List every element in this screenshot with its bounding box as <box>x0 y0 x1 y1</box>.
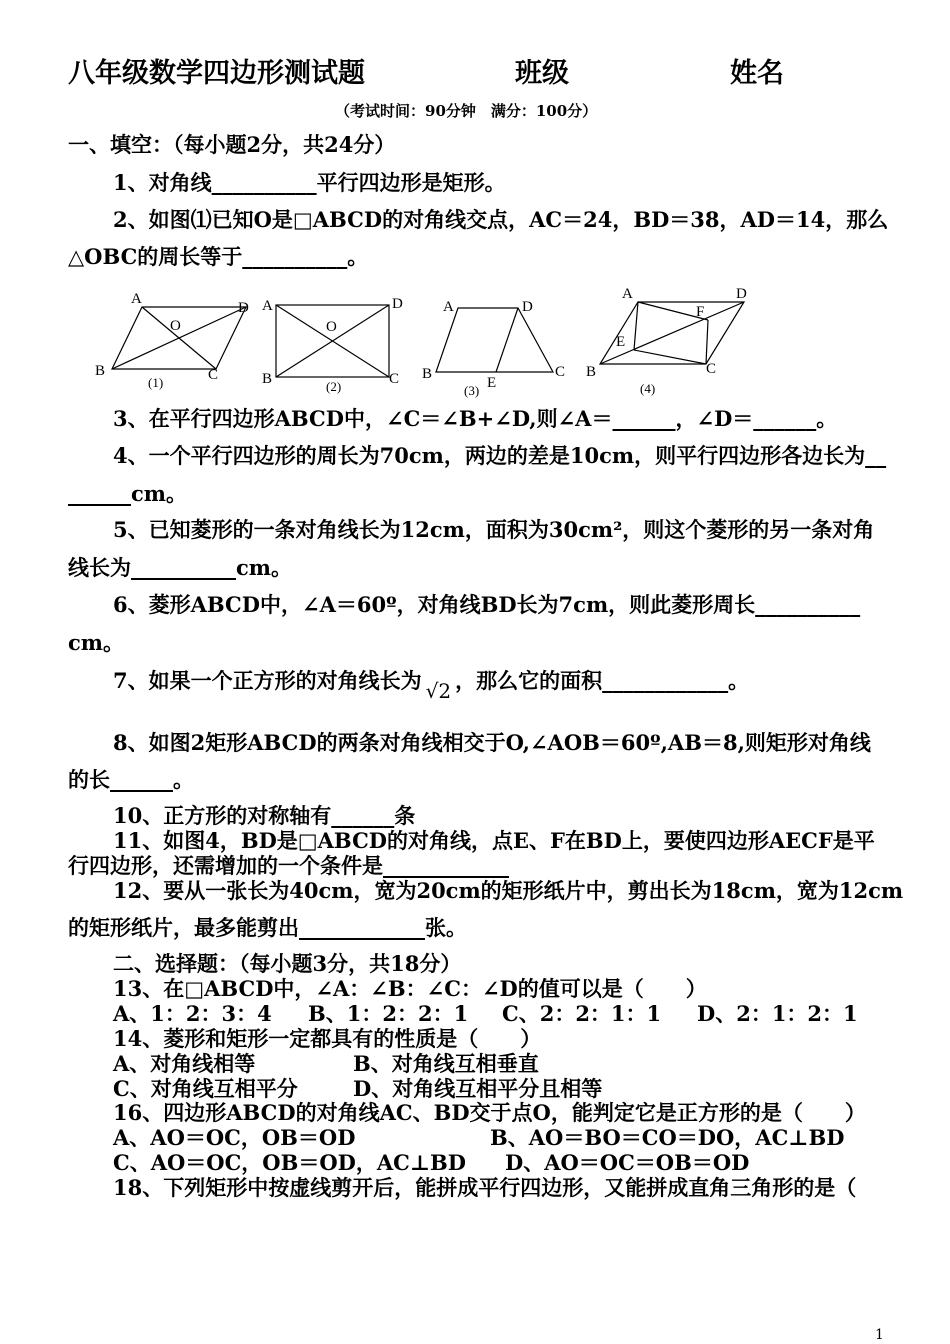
question-16: 16、四边形ABCD的对角线AC、BD交于点O，能判定它是正方形的是（ ） <box>113 1100 866 1125</box>
q16-option-c: C、AO＝OC，OB＝OD，AC⊥BD <box>113 1150 466 1175</box>
fig3-label-d: D <box>522 299 533 315</box>
question-7-text: 7、如果一个正方形的对角线长为 <box>113 668 422 693</box>
fig2-label-o: O <box>326 319 337 335</box>
q16-option-d: D、AO＝OC＝OB＝OD <box>505 1150 750 1175</box>
question-2-line1: 2、如图⑴已知O是□ABCD的对角线交点，AC＝24，BD＝38，AD＝14，那么 <box>113 207 889 232</box>
q16-option-b: B、AO＝BO＝CO＝DO，AC⊥BD <box>490 1125 845 1150</box>
fig4-label-b: B <box>586 364 597 380</box>
fig2-label-b: B <box>262 371 273 387</box>
fig1-label-a: A <box>131 291 142 307</box>
q14-option-b: B、对角线互相垂直 <box>353 1051 539 1076</box>
fig3-label-b: B <box>422 366 433 382</box>
question-4-line2: ______cm。 <box>68 481 188 506</box>
question-8-line1: 8、如图2矩形ABCD的两条对角线相交于O,∠AOB＝60º,AB＝8,则矩形对角线 <box>113 730 871 755</box>
figure-3-trapezoid <box>418 288 578 400</box>
question-11-line2: 行四边形，还需增加的一个条件是____________ <box>68 853 509 878</box>
question-2-line2: △OBC的周长等于__________。 <box>68 244 369 269</box>
q14-option-c: C、对角线互相平分 <box>113 1076 298 1101</box>
q13-option-d: D、2：1：2：1 <box>697 1001 858 1026</box>
fig4-label-d: D <box>736 286 747 302</box>
fig3-label-e: E <box>487 375 497 391</box>
question-8-line2: 的长______。 <box>68 767 194 792</box>
fig4-label-e: E <box>616 334 626 350</box>
fig2-label-d: D <box>392 296 403 312</box>
question-5-line1: 5、已知菱形的一条对角线长为12cm，面积为30cm²，则这个菱形的另一条对角 <box>113 517 875 542</box>
question-13: 13、在□ABCD中，∠A：∠B：∠C：∠D的值可以是（ ） <box>113 976 707 1001</box>
fig4-caption: (4) <box>640 381 656 396</box>
q16-option-a: A、AO＝OC，OB＝OD <box>113 1125 356 1150</box>
fig1-label-o: O <box>170 318 181 334</box>
fig1-caption: (1) <box>148 375 164 390</box>
fig4-label-c: C <box>706 361 717 377</box>
figure-4-parallelogram <box>578 280 758 398</box>
fig1-label-d: D <box>238 300 249 316</box>
page-number: 1 <box>875 1327 884 1343</box>
question-7 <box>113 668 750 703</box>
fig1-label-b: B <box>95 363 106 379</box>
question-18: 18、下列矩形中按虚线剪开后，能拼成平行四边形，又能拼成直角三角形的是（ <box>113 1175 857 1200</box>
fig2-caption: (2) <box>326 379 342 394</box>
section2-heading: 二、选择题：（每小题3分，共18分） <box>113 951 462 976</box>
fig4-label-a: A <box>622 286 633 302</box>
fig2-label-c: C <box>389 371 400 387</box>
question-1: 1、对角线__________平行四边形是矩形。 <box>113 170 506 195</box>
question-6-line1: 6、菱形ABCD中，∠A＝60º，对角线BD长为7cm，则此菱形周长__________ <box>113 592 861 617</box>
question-12-line2: 的矩形纸片，最多能剪出____________张。 <box>68 915 467 940</box>
figure-1-parallelogram <box>90 285 260 395</box>
q14-option-d: D、对角线互相平分且相等 <box>353 1076 603 1101</box>
q13-option-c: C、2：2：1：1 <box>502 1001 662 1026</box>
fig3-caption: (3) <box>464 383 480 398</box>
question-4-line1: 4、一个平行四边形的周长为70cm，两边的差是10cm，则平行四边形各边长为__ <box>113 443 887 468</box>
question-12-line1: 12、要从一张长为40cm，宽为20cm的矩形纸片中，剪出长为18cm，宽为12cm <box>113 878 904 903</box>
class-label: 班级 <box>515 58 569 89</box>
fig4-label-f: F <box>696 304 705 320</box>
exam-subtitle: （考试时间：90分钟 满分：100分） <box>335 102 598 120</box>
question-6-line2: cm。 <box>68 630 125 655</box>
figure-2-rectangle <box>258 285 418 397</box>
q13-option-a: A、1：2：3：4 <box>113 1001 272 1026</box>
fig2-label-a: A <box>262 298 273 314</box>
question-5-line2: 线长为__________cm。 <box>68 555 293 580</box>
question-14: 14、菱形和矩形一定都具有的性质是（ ） <box>113 1026 542 1051</box>
fig3-label-a: A <box>443 299 454 315</box>
sqrt-two: √2 <box>425 679 452 703</box>
question-3: 3、在平行四边形ABCD中，∠C＝∠B+∠D,则∠A＝______，∠D＝______。 <box>113 406 838 431</box>
q13-option-b: B、1：2：2：1 <box>308 1001 469 1026</box>
fig1-label-c: C <box>208 367 219 383</box>
name-label: 姓名 <box>730 58 784 89</box>
question-10: 10、正方形的对称轴有______条 <box>113 803 416 828</box>
question-7-text-end: ，那么它的面积____________。 <box>455 668 750 693</box>
question-11-line1: 11、如图4，BD是□ABCD的对角线，点E、F在BD上，要使四边形AECF是平 <box>113 828 875 853</box>
q14-option-a: A、对角线相等 <box>113 1051 256 1076</box>
section1-heading: 一、填空：（每小题2分，共24分） <box>68 132 396 157</box>
fig3-label-c: C <box>555 364 566 380</box>
page-title: 八年级数学四边形测试题 <box>68 58 365 89</box>
